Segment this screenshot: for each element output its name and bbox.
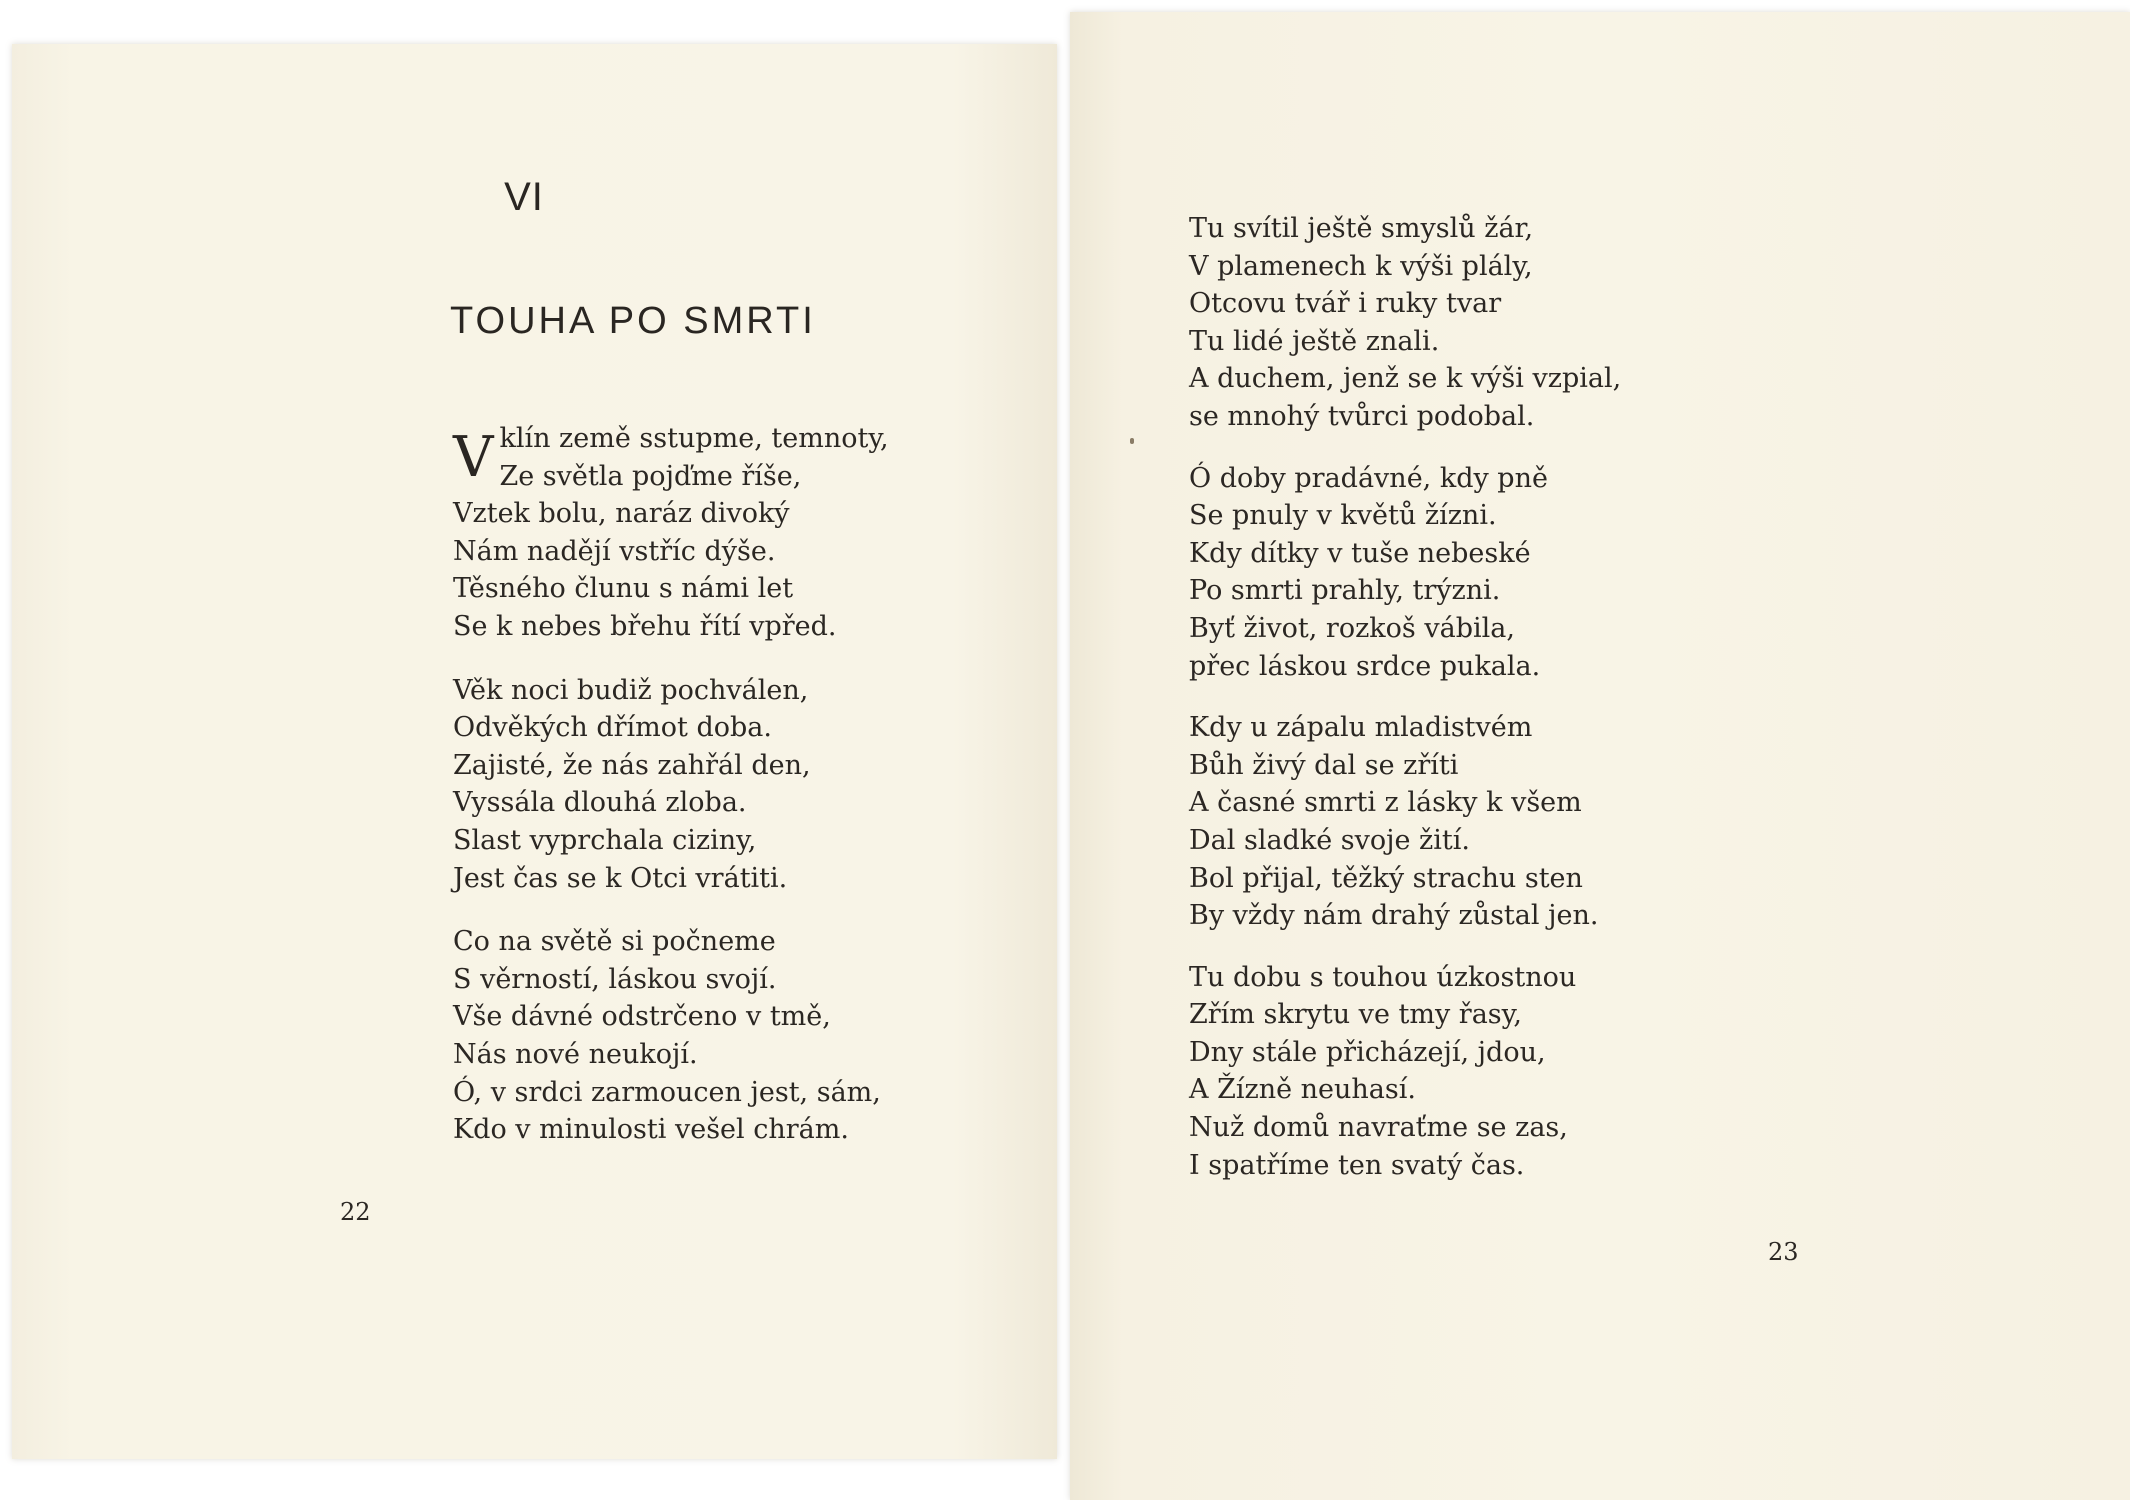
verse-line: Dal sladké svoje žití. [1189,824,1470,856]
verse-line: V plamenech k výši plály, [1189,250,1533,282]
page-number: 22 [340,1198,371,1226]
drop-cap: V [453,425,494,490]
stanza [1189,959,1749,1185]
verse-line: Ó, v srdci zarmoucen jest, sám, [453,1076,881,1108]
verse-line: Tu svítil ještě smyslů žár, [1189,213,1534,244]
page-number: 23 [1768,1238,1799,1266]
verse-line: Byť život, rozkoš vábila, [1189,612,1515,644]
verse-line: Dny stále přicházejí, jdou, [1189,1036,1546,1068]
verse-line: Kdy u zápalu mladistvém [1189,712,1533,744]
verse-line: přec láskou srdce pukala. [1189,650,1541,682]
verse-line: Tu lidé ještě znali. [1189,325,1440,357]
verse-line: Tu dobu s touhou úzkostnou [1189,961,1577,993]
stanza [1189,210,1749,436]
verse-line: Vyssála dlouhá zloba. [453,787,747,819]
stanza [1189,709,1749,935]
verse-line: klín země sstupme, temnoty, [499,423,889,454]
verse-line: Vše dávné odstrčeno v tmě, [453,1001,831,1033]
poem-title: TOUHA PO SMRTI [450,300,816,342]
verse-line: Co na světě si počneme [453,926,776,958]
ink-speck [1130,438,1134,444]
verse-line: Po smrti prahly, trýzni. [1189,575,1501,607]
stanza [453,420,1013,646]
verse-line: I spatříme ten svatý čas. [1189,1149,1525,1181]
verse-line: Se k nebes břehu řítí vpřed. [453,610,837,642]
verse-line: Odvěkých dřímot doba. [453,712,772,744]
verse-line: Těsného člunu s námi let [453,573,794,605]
verse-line: Bůh živý dal se zříti [1189,749,1459,781]
verse-line: Nuž domů navraťme se zas, [1189,1112,1568,1144]
verse-line: Ó doby pradávné, kdy pně [1189,462,1548,494]
stanza [453,923,1013,1149]
verse-line: Jest čas se k Otci vrátiti. [453,862,788,894]
left-poem [453,420,1013,1175]
verse-line: Otcovu tvář i ruky tvar [1189,288,1502,320]
verse-line: Bol přijal, těžký strachu sten [1189,862,1583,894]
verse-line: By vždy nám drahý zůstal jen. [1189,900,1599,932]
chapter-number: VI [504,175,544,219]
verse-line: S věrností, láskou svojí. [453,963,777,995]
verse-line: Vztek bolu, naráz divoký [453,498,790,530]
verse-line: Věk noci budiž pochválen, [453,674,809,706]
verse-line: A Žízně neuhasí. [1189,1074,1416,1106]
right-poem [1189,210,1749,1208]
verse-line: Zajisté, že nás zahřál den, [453,749,811,781]
stanza [453,672,1013,898]
verse-line: Zřím skrytu ve tmy řasy, [1189,999,1522,1031]
verse-line: Se pnuly v květů žízni. [1189,500,1497,532]
verse-line: Nám nadějí vstříc dýše. [453,535,776,567]
verse-line: A časné smrti z lásky k všem [1189,787,1582,819]
verse-line: Kdy dítky v tuše nebeské [1189,537,1531,569]
verse-line: Ze světla pojďme říše, [499,460,802,492]
verse-line: A duchem, jenž se k výši vzpial, [1189,363,1622,395]
verse-line: Kdo v minulosti vešel chrám. [453,1114,849,1146]
verse-line: Slast vyprchala ciziny, [453,824,757,856]
verse-line: se mnohý tvůrci podobal. [1189,400,1535,432]
verse-line: Nás nové neukojí. [453,1038,698,1070]
stanza [1189,460,1749,686]
